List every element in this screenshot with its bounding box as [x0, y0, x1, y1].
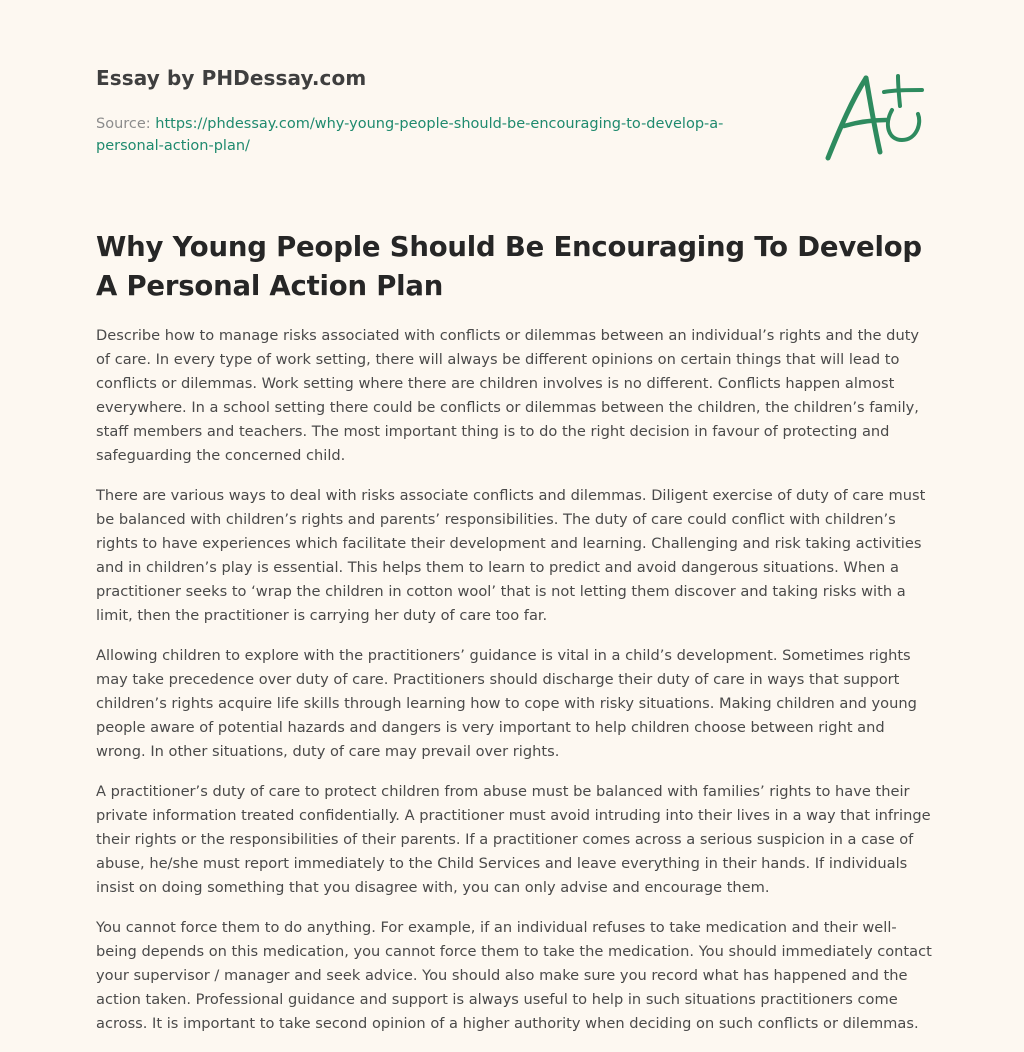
source-link[interactable]: https://phdessay.com/why-young-people-should-be-encouraging-to-develop-a-personal-action-plan/: [96, 116, 724, 154]
essay-paragraph: There are various ways to deal with risks associate conflicts and dilemmas. Diligent exercise of duty of care must be balanced with children’s rights and parents’ responsibilities. The duty of care could conflict with children’s rights to have experiences which facilitate their development and learning. Challenging and risk taking activities and in children’s play is essential. This helps them to learn to predict and avoid dangerous situations. When a practitioner seeks to ‘wrap the children in cotton wool’ that is not letting them discover and taking risks with a limit, then the practitioner is carrying her duty of care too far.: [96, 487, 926, 624]
essay-paragraph: Allowing children to explore with the practitioners’ guidance is vital in a child’s development. Sometimes rights may take precedence over duty of care. Practitioners should discharge their duty of care in ways that support children’s rights acquire life skills through learning how to cope with risky situations. Making children and young people aware of potential hazards and dangers is very important to help children choose between right and wrong. In other situations, duty of care may prevail over rights.: [96, 647, 917, 760]
source-line: [96, 113, 776, 157]
essay-paragraph: You cannot force them to do anything. For example, if an individual refuses to take medication and their well-being depends on this medication, you cannot force them to take the medication. You should immediately contact your supervisor / manager and seek advice. You should also make sure you record what has happened and the action taken. Professional guidance and support is always useful to help in such situations practitioners come across. It is important to take second opinion of a higher authority when deciding on such conflicts or dilemmas.: [96, 919, 932, 1032]
a-plus-logo-icon: [818, 70, 930, 166]
essay-title: Why Young People Should Be Encouraging To Develop A Personal Action Plan: [96, 231, 922, 302]
essay-paragraph: Describe how to manage risks associated with conflicts or dilemmas between an individual’s rights and the duty of care. In every type of work setting, there will always be different opinions on certain things that will lead to conflicts or dilemmas. Work setting where there are children involves is no different. Conflicts happen almost everywhere. In a school setting there could be conflicts or dilemmas between the children, the children’s family, staff members and teachers. The most important thing is to do the right decision in favour of protecting and safeguarding the concerned child.: [96, 327, 920, 464]
source-label: Source:: [96, 116, 151, 132]
essay-body: [96, 324, 932, 1052]
site-brand: Essay by PHDessay.com: [96, 66, 367, 90]
essay-paragraph: A practitioner’s duty of care to protect children from abuse must be balanced with families’ rights to have their private information treated confidentially. A practitioner must avoid intruding into their lives in a way that infringe their rights or the responsibilities of their parents. If a practitioner comes across a serious suspicion in a case of abuse, he/she must report immediately to the Child Services and leave everything in their hands. If individuals insist on doing something that you disagree with, you can only advise and encourage them.: [96, 783, 931, 896]
